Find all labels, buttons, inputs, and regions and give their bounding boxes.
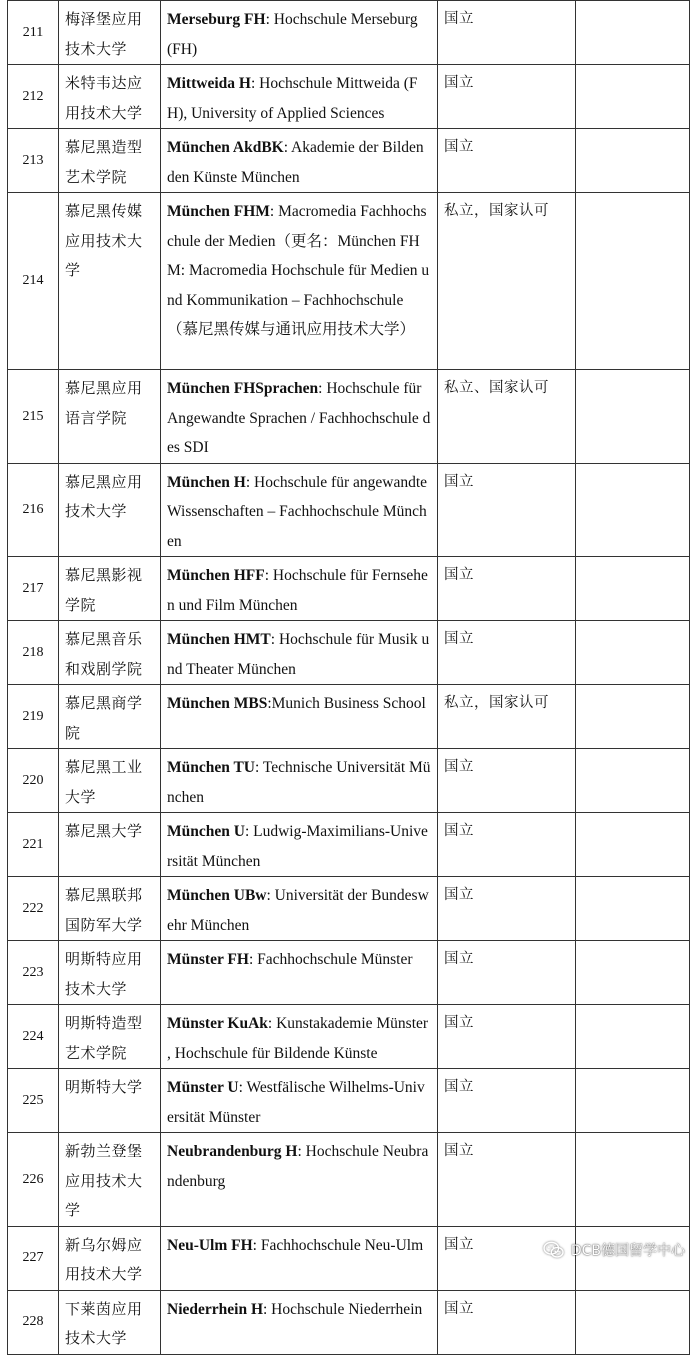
row-number: 217 [8,557,59,621]
table-row [8,463,690,557]
table-row [8,1290,690,1354]
empty-cell [576,129,690,193]
chinese-name: 慕尼黑影视学院 [59,557,161,621]
table-row [8,621,690,685]
watermark-text: DCB德国留学中心 [570,1243,685,1259]
full-name: : Hochschule für Angewandte Sprachen / Fachhochschule des SDI [167,380,431,456]
row-number: 215 [8,370,59,464]
german-name [161,463,438,557]
empty-cell [576,65,690,129]
full-name: : Westfälische Wilhelms-Universität Münster [167,1079,425,1126]
abbreviation: München AkdBK [167,139,284,156]
german-name [161,65,438,129]
full-name: : Macromedia Fachhochschule der Medien（更名：München FHM: Macromedia Hochschule für Medien und Kommunikation – Fachhochschule（慕尼黑传媒与通讯应用技术大学） [167,203,430,338]
school-type: 国立 [438,1005,576,1069]
table-body [8,1,690,1355]
school-type: 国立 [438,1133,576,1227]
empty-cell [576,877,690,941]
chinese-name: 慕尼黑造型艺术学院 [59,129,161,193]
row-number: 225 [8,1069,59,1133]
chinese-name: 下莱茵应用技术大学 [59,1290,161,1354]
school-type: 私立，国家认可 [438,685,576,749]
row-number: 214 [8,193,59,370]
german-name [161,749,438,813]
abbreviation: München UBw [167,887,267,904]
table-row [8,1133,690,1227]
empty-cell [576,621,690,685]
school-type: 国立 [438,1226,576,1290]
empty-cell [576,1,690,65]
german-name [161,877,438,941]
german-name [161,941,438,1005]
empty-cell [576,1133,690,1227]
full-name: : Ludwig-Maximilians-Universität München [167,823,428,870]
chinese-name: 慕尼黑音乐和戏剧学院 [59,621,161,685]
table-row [8,877,690,941]
abbreviation: München MBS [167,695,268,712]
row-number: 223 [8,941,59,1005]
chinese-name: 梅泽堡应用技术大学 [59,1,161,65]
school-type: 国立 [438,877,576,941]
row-number: 218 [8,621,59,685]
german-name [161,1226,438,1290]
school-type: 国立 [438,557,576,621]
school-type: 国立 [438,941,576,1005]
school-type: 国立 [438,813,576,877]
abbreviation: München HMT [167,631,271,648]
chinese-name: 明斯特应用技术大学 [59,941,161,1005]
table-row [8,370,690,464]
row-number: 221 [8,813,59,877]
row-number: 212 [8,65,59,129]
abbreviation: München H [167,473,246,491]
abbreviation: München HFF [167,567,265,584]
table-row [8,685,690,749]
school-type: 国立 [438,621,576,685]
german-name [161,370,438,464]
row-number: 222 [8,877,59,941]
table-row [8,1069,690,1133]
row-number: 228 [8,1290,59,1354]
row-number: 211 [8,1,59,65]
row-number: 226 [8,1133,59,1227]
full-name: : Hochschule für angewandte Wissenschaften – Fachhochschule München [167,473,428,550]
row-number: 219 [8,685,59,749]
abbreviation: München FHM [167,203,270,220]
table-row [8,1,690,65]
german-name [161,1,438,65]
school-type: 国立 [438,1290,576,1354]
school-type: 国立 [438,749,576,813]
empty-cell [576,1069,690,1133]
school-type: 国立 [438,129,576,193]
table-row [8,749,690,813]
table-row [8,129,690,193]
row-number: 224 [8,1005,59,1069]
full-name: : Hochschule Mittweida (FH), University of Applied Sciences [167,75,418,122]
school-type: 国立 [438,1069,576,1133]
empty-cell [576,557,690,621]
school-type: 私立、国家认可 [438,370,576,464]
full-name: : Kunstakademie Münster , Hochschule für Bildende Künste [167,1015,429,1062]
german-name [161,813,438,877]
chinese-name: 新勃兰登堡应用技术大学 [59,1133,161,1227]
full-name: : Hochschule für Musik und Theater München [167,631,430,678]
empty-cell [576,941,690,1005]
full-name: : Hochschule für Fernsehen und Film München [167,567,428,614]
row-number: 220 [8,749,59,813]
table-row [8,813,690,877]
abbreviation: Niederrhein H [167,1300,263,1318]
chinese-name: 慕尼黑应用技术大学 [59,463,161,557]
chinese-name: 慕尼黑商学院 [59,685,161,749]
chinese-name: 慕尼黑大学 [59,813,161,877]
german-name [161,193,438,370]
german-name [161,1005,438,1069]
abbreviation: München U [167,823,245,840]
full-name: : Fachhochschule Neu-Ulm [252,1236,424,1254]
chinese-name: 慕尼黑工业大学 [59,749,161,813]
abbreviation: Münster FH [167,951,249,968]
chinese-name: 慕尼黑传媒应用技术大学 [59,193,161,370]
chinese-name: 明斯特大学 [59,1069,161,1133]
full-name: : Hochschule Niederrhein [263,1300,423,1318]
empty-cell [576,749,690,813]
school-type: 国立 [438,65,576,129]
abbreviation: München FHSprachen [167,380,319,397]
school-type: 国立 [438,1,576,65]
german-name [161,621,438,685]
german-name [161,129,438,193]
empty-cell [576,1290,690,1354]
full-name: : Technische Universität München [167,759,431,806]
chinese-name: 新乌尔姆应用技术大学 [59,1226,161,1290]
abbreviation: München TU [167,759,255,776]
row-number: 227 [8,1226,59,1290]
full-name: : Universität der Bundeswehr München [167,887,429,934]
empty-cell [576,193,690,370]
school-type: 私立，国家认可 [438,193,576,370]
german-name [161,1290,438,1354]
school-type: 国立 [438,463,576,557]
german-name [161,1133,438,1227]
chinese-name: 米特韦达应用技术大学 [59,65,161,129]
table-row [8,65,690,129]
full-name: : Hochschule Merseburg (FH) [167,11,418,58]
table-row [8,193,690,370]
table-row [8,941,690,1005]
table-row [8,1005,690,1069]
chinese-name: 慕尼黑联邦国防军大学 [59,877,161,941]
university-table [7,0,690,1355]
empty-cell [576,685,690,749]
abbreviation: Münster U [167,1079,239,1096]
full-name: : Hochschule Neubrandenburg [167,1143,429,1190]
full-name: : Akademie der Bildenden Künste München [167,139,424,186]
german-name [161,685,438,749]
chinese-name: 慕尼黑应用语言学院 [59,370,161,464]
full-name: : Fachhochschule Münster [248,951,413,968]
abbreviation: Neu-Ulm FH [167,1236,253,1254]
row-number: 216 [8,463,59,557]
empty-cell [576,370,690,464]
empty-cell [576,813,690,877]
abbreviation: Münster KuAk [167,1015,268,1032]
empty-cell [576,1005,690,1069]
watermark [543,1240,685,1260]
abbreviation: Mittweida H [167,75,251,92]
german-name [161,1069,438,1133]
row-number: 213 [8,129,59,193]
wechat-icon [543,1241,565,1259]
abbreviation: Neubrandenburg H [167,1143,298,1160]
chinese-name: 明斯特造型艺术学院 [59,1005,161,1069]
empty-cell [576,463,690,557]
abbreviation: Merseburg FH [167,11,266,28]
full-name: :Munich Business School [267,695,426,712]
table-row [8,557,690,621]
german-name [161,557,438,621]
